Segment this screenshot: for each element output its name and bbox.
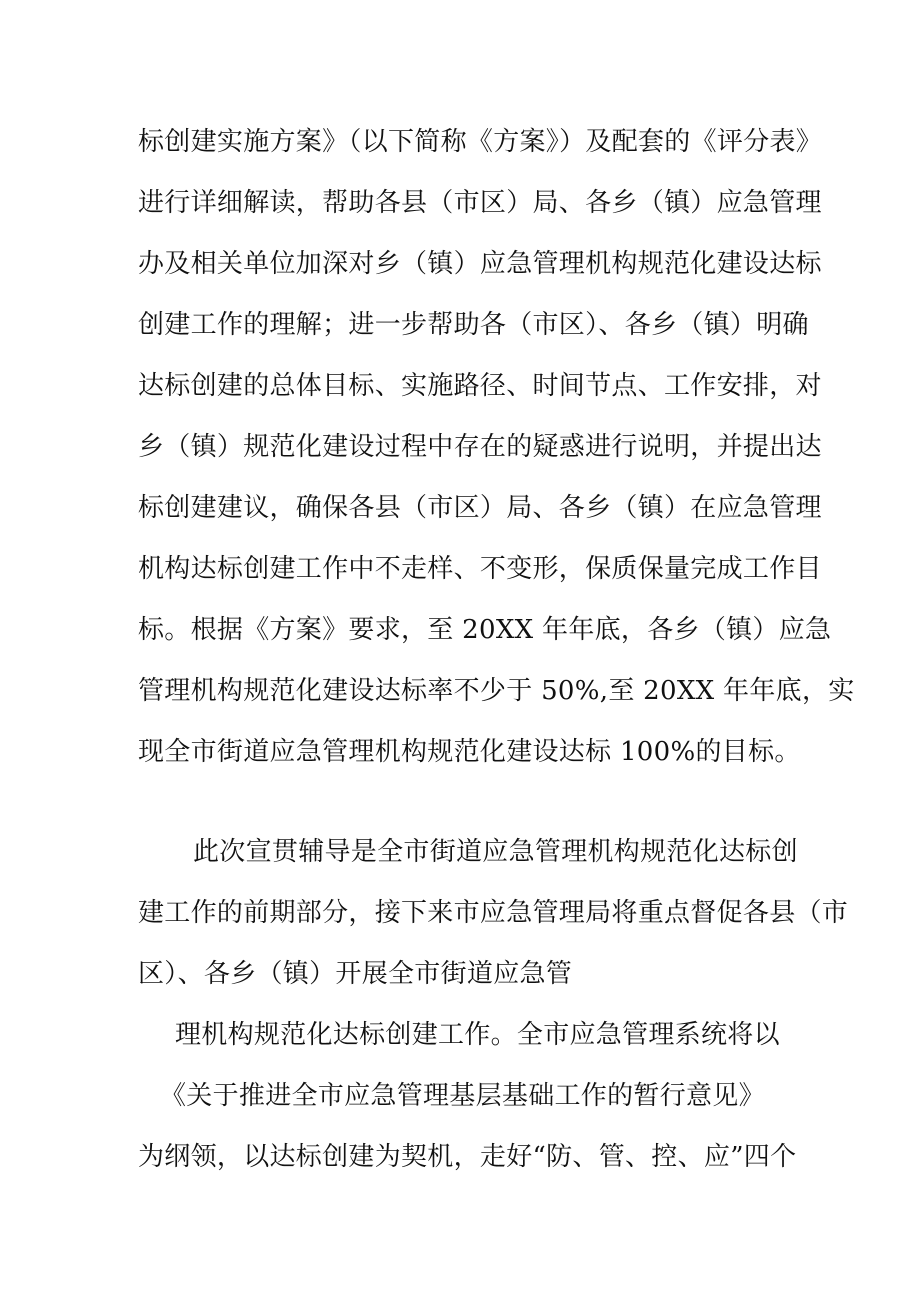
text-line: 乡（镇）规范化建设过程中存在的疑惑进行说明，并提出达 bbox=[138, 432, 822, 462]
text-line: 机构达标创建工作中不走样、不变形，保质保量完成工作目 bbox=[138, 554, 822, 584]
text-line: 区）、各乡（镇）开展全市街道应急管 bbox=[138, 959, 573, 989]
text-line: 标创建建议，确保各县（市区）局、各乡（镇）在应急管理 bbox=[138, 493, 822, 523]
text-line: 管理机构规范化建设达标率不少于 50%,至 20XX 年年底，实 bbox=[138, 676, 855, 706]
text-line: 现全市街道应急管理机构规范化建设达标 100%的目标。 bbox=[138, 737, 801, 767]
text-line: 理机构规范化达标创建工作。全市应急管理系统将以 bbox=[175, 1020, 780, 1050]
text-line: 标。根据《方案》要求，至 20XX 年年底，各乡（镇）应急 bbox=[138, 615, 832, 645]
text-line: 达标创建的总体目标、实施路径、时间节点、工作安排，对 bbox=[138, 371, 822, 401]
text-line: 进行详细解读，帮助各县（市区）局、各乡（镇）应急管理 bbox=[138, 188, 822, 218]
text-line: 此次宣贯辅导是全市街道应急管理机构规范化达标创 bbox=[193, 837, 798, 867]
text-line: 建工作的前期部分，接下来市应急管理局将重点督促各县（市 bbox=[138, 898, 849, 928]
text-line: 为纲领，以达标创建为契机，走好“防、管、控、应”四个 bbox=[138, 1142, 797, 1172]
text-line: 标创建实施方案》（以下简称《方案》）及配套的《评分表》 bbox=[138, 127, 823, 157]
text-line: 创建工作的理解；进一步帮助各（市区）、各乡（镇）明确 bbox=[138, 310, 809, 340]
text-line: 《关于推进全市应急管理基层基础工作的暂行意见》 bbox=[160, 1081, 765, 1111]
text-line: 办及相关单位加深对乡（镇）应急管理机构规范化建设达标 bbox=[138, 249, 822, 279]
